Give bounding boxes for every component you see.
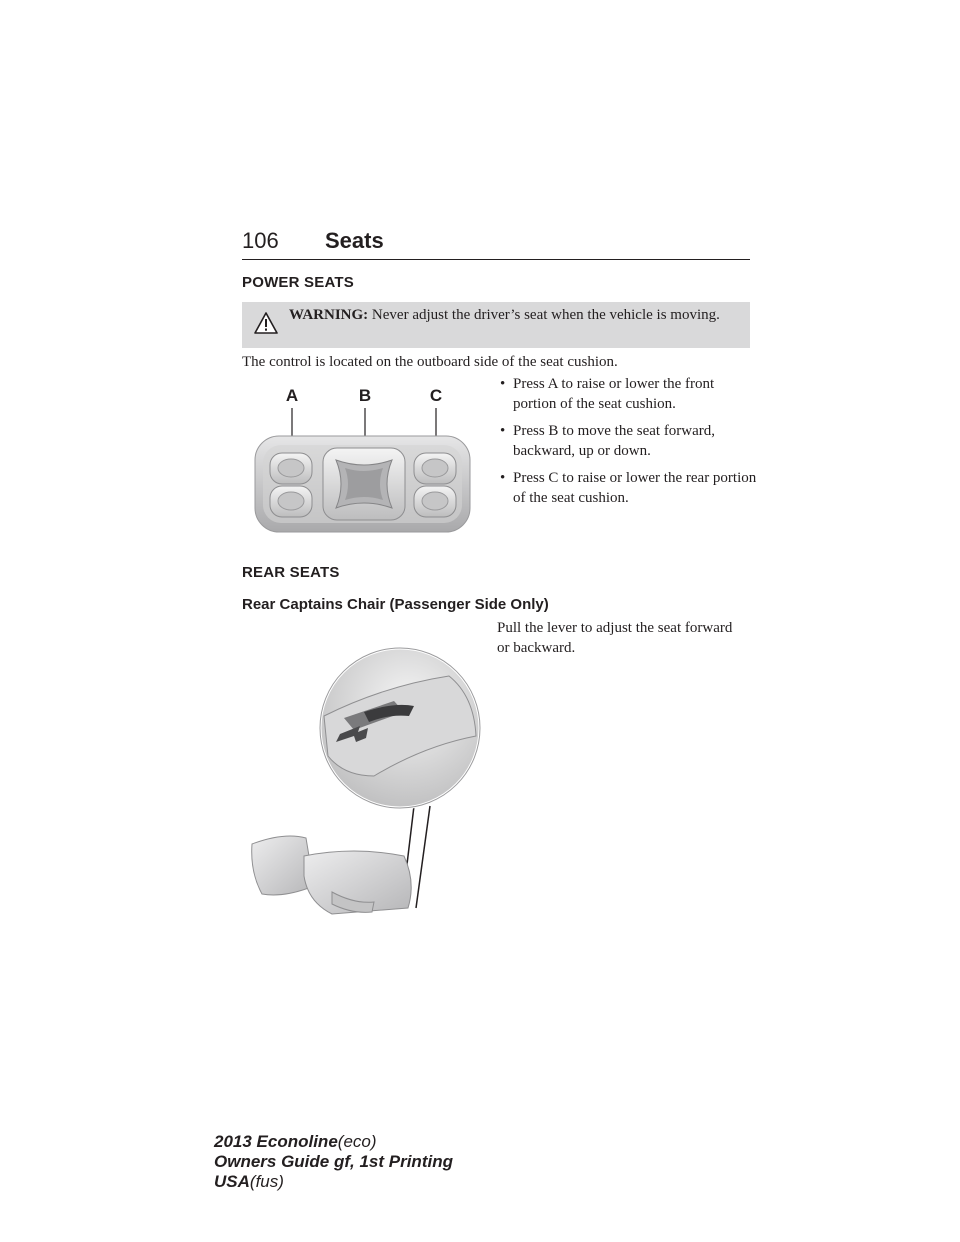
bullet-item: • Press A to raise or lower the front portion of the seat cushion. <box>500 376 715 412</box>
power-seat-bullet-list <box>497 374 757 515</box>
footer-model: 2013 Econoline <box>214 1132 338 1151</box>
warning-message: Never adjust the driver’s seat when the vehicle is moving. <box>371 307 720 323</box>
bullet-dot-icon: • <box>500 376 506 392</box>
footer-market-code: (fus) <box>249 1172 284 1191</box>
bullet-dot-icon: • <box>500 423 506 439</box>
rear-seats-heading: REAR SEATS <box>242 564 340 581</box>
footer-line-3 <box>214 1172 284 1192</box>
bullet-item: • Press C to raise or lower the rear portion of the seat cushion. <box>500 470 757 506</box>
label-b: B <box>358 386 372 405</box>
header-rule <box>242 259 750 260</box>
rear-captains-chair-subheading: Rear Captains Chair (Passenger Side Only) <box>242 596 549 613</box>
footer-market: USA <box>214 1172 250 1191</box>
warning-label: WARNING: <box>289 307 369 323</box>
label-a: A <box>285 386 299 405</box>
power-seats-heading: POWER SEATS <box>242 274 354 291</box>
bullet-dot-icon: • <box>500 470 506 486</box>
footer-model-code: (eco) <box>337 1132 377 1151</box>
page-number: 106 <box>242 228 279 253</box>
footer-line-2: Owners Guide gf, 1st Printing <box>214 1152 453 1171</box>
power-seats-intro: The control is located on the outboard side of the seat cushion. <box>242 354 618 370</box>
power-seat-control-figure <box>250 384 475 534</box>
label-c: C <box>429 386 443 405</box>
bullet-item: • Press B to move the seat forward, backward, up or down. <box>500 423 716 459</box>
warning-triangle-icon <box>254 312 278 334</box>
rear-seat-instruction: Pull the lever to adjust the seat forward or backward. <box>497 620 733 656</box>
page-title: Seats <box>325 228 384 253</box>
footer-line-1 <box>214 1132 377 1152</box>
warning-text <box>289 305 741 325</box>
rear-seat-lever-figure <box>244 646 484 916</box>
